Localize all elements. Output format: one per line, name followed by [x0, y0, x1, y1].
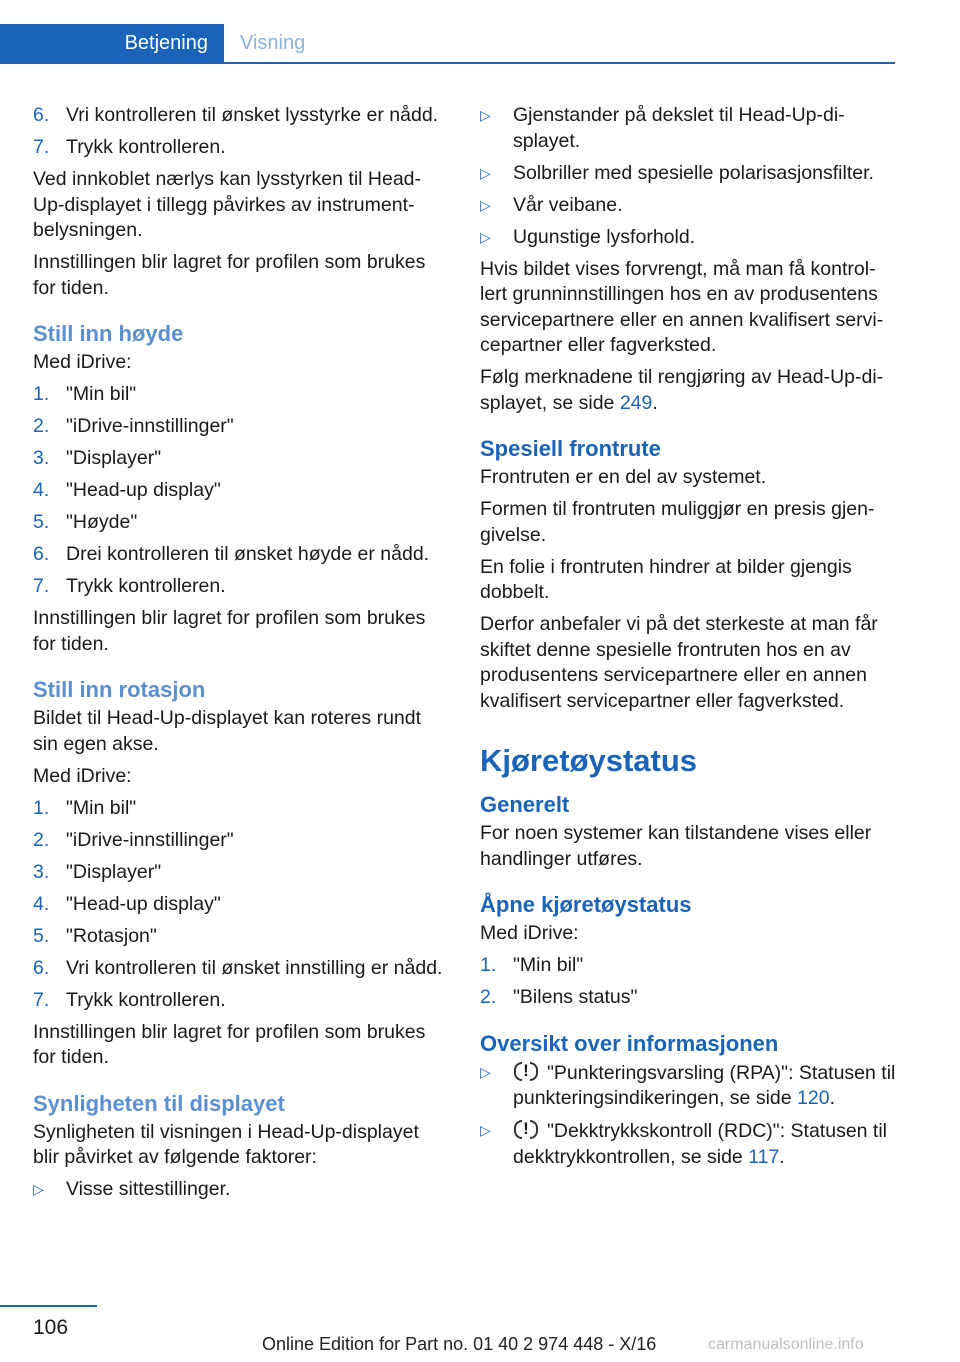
left-column — [33, 103, 449, 1209]
page-link-120[interactable]: 120 — [797, 1087, 830, 1109]
status-steps — [480, 953, 896, 1011]
bullet-triangle-icon: ▷ — [480, 1122, 491, 1138]
list-item: 2. "Bilens status" — [480, 986, 638, 1008]
section-heading-open-status: Åpne kjøretøystatus — [480, 892, 692, 917]
footer-rule — [0, 1305, 97, 1307]
list-item: 5. "Rotasjon" — [33, 924, 157, 947]
bullet-triangle-icon: ▷ — [480, 164, 491, 181]
list-item: 2. "iDrive-innstillinger" — [33, 828, 234, 851]
list-item: 6. Drei kontrolleren til ønsket høyde er nådd. — [33, 543, 430, 565]
page-link-117[interactable]: 117 — [748, 1145, 780, 1168]
paragraph: Følg merknadene til rengjøring av Head-Up-displayet, se side 249. — [480, 366, 884, 414]
list-item: 7. Trykk kontrolleren. — [33, 136, 226, 158]
section-heading-general: Generelt — [480, 792, 570, 817]
paragraph: Synligheten til visningen i Head-Up-displayet blir påvirket av følgende faktorer: — [33, 1120, 419, 1168]
list-item: ▷ Vår veibane. — [480, 193, 896, 219]
list-item: 3. "Displayer" — [33, 860, 162, 883]
header-tabbar — [0, 24, 895, 64]
list-item: 7. Trykk kontrolleren. — [33, 988, 226, 1011]
section-heading-height: Still inn høyde — [33, 321, 184, 346]
bullet-triangle-icon: ▷ — [480, 107, 491, 123]
visibility-factors-continued — [480, 103, 896, 250]
list-item: 1. "Min bil" — [33, 383, 137, 405]
bullet-triangle-icon: ▷ — [480, 228, 491, 245]
list-item: 1. "Min bil" — [33, 796, 137, 819]
paragraph: Innstillingen blir lagret for profilen som brukes for tiden. — [33, 607, 426, 655]
paragraph: Formen til frontruten muliggjør en presis gjengivelse. — [480, 498, 875, 546]
rotation-steps — [33, 796, 449, 1014]
list-item: 6. Vri kontrolleren til ønsket lysstyrke er nådd. — [33, 104, 439, 126]
paragraph: Med iDrive: — [33, 351, 132, 373]
visibility-factors — [33, 1177, 449, 1203]
watermark: carmanualsonline.info — [708, 1336, 864, 1353]
edition-note: Online Edition for Part no. 01 40 2 974 448 - X/16 — [262, 1334, 657, 1354]
tab-betjening[interactable]: Betjening — [0, 24, 224, 62]
list-item: 6. Vri kontrolleren til ønsket innstilling er nådd. — [33, 956, 443, 979]
list-item: 1. "Min bil" — [480, 954, 584, 976]
paragraph: Frontruten er en del av systemet. — [480, 466, 767, 488]
list-item: 2. "iDrive-innstillinger" — [33, 415, 234, 437]
paragraph: En folie i frontruten hindrer at bilder gjengis dobbelt. — [480, 555, 852, 603]
page-link-249[interactable]: 249 — [619, 391, 653, 414]
list-item: ▷ ! "Dekktrykkskontroll (RDC)": Statusen til dekktrykkontrollen, se side 117. — [480, 1118, 896, 1170]
paragraph: For noen systemer kan tilstandene vises eller handlinger utføres. — [480, 822, 872, 870]
chapter-heading-vehicle-status: Kjøretøystatus — [480, 743, 698, 778]
list-item: ▷ Visse sittestillinger. — [33, 1177, 449, 1203]
tire-warning-icon: ! — [513, 1118, 539, 1140]
section-heading-windshield: Spesiell frontrute — [480, 436, 661, 461]
height-steps — [33, 382, 449, 600]
section-heading-overview: Oversikt over informasjonen — [480, 1030, 779, 1056]
tab-visning[interactable]: Visning — [240, 32, 306, 54]
section-heading-rotation: Still inn rotasjon — [33, 677, 206, 702]
page-number: 106 — [33, 1316, 69, 1339]
list-item: 7. Trykk kontrolleren. — [33, 575, 226, 597]
section-heading-visibility: Synligheten til displayet — [33, 1090, 285, 1116]
list-item: ▷ ! "Punkteringsvarsling (RPA)": Statusen til punkteringsindikeringen, se side 120. — [480, 1060, 896, 1112]
list-item: ▷ Solbriller med spesielle polarisasjonsfilter. — [480, 161, 896, 187]
list-item: 3. "Displayer" — [33, 447, 162, 469]
right-column — [480, 103, 896, 1177]
brightness-steps — [33, 103, 449, 161]
tire-warning-icon: ! — [513, 1060, 539, 1082]
overview-list — [480, 1060, 896, 1171]
list-item: 4. "Head-up display" — [33, 479, 221, 501]
bullet-triangle-icon: ▷ — [480, 196, 491, 213]
list-item: 4. "Head-up display" — [33, 892, 221, 915]
paragraph: Med iDrive: — [480, 922, 579, 944]
paragraph: Hvis bildet vises forvrengt, må man få kontrollert grunninnstillingen hos en av produsentens servicepartnere eller en annen kvalifisert servicepartner eller fagverksted. — [480, 257, 884, 356]
bullet-triangle-icon: ▷ — [480, 1063, 491, 1080]
paragraph: Innstillingen blir lagret for profilen som brukes for tiden. — [33, 251, 426, 299]
paragraph: Bildet til Head-Up-displayet kan roteres rundt sin egen akse. — [33, 707, 422, 755]
paragraph: Med iDrive: — [33, 764, 132, 787]
list-item: ▷ Ugunstige lysforhold. — [480, 225, 896, 251]
paragraph: Ved innkoblet nærlys kan lysstyrken til Head-Up-displayet i tillegg påvirkes av instrumentbelysningen. — [33, 168, 422, 241]
bullet-triangle-icon: ▷ — [33, 1181, 44, 1197]
paragraph: Derfor anbefaler vi på det sterkeste at man får skiftet denne spesielle frontruten hos en av produsentens servicepartnere eller en annen kvalifisert servicepartner eller fagverksted. — [480, 613, 878, 712]
list-item: ▷ Gjenstander på dekslet til Head-Up-displayet. — [480, 103, 896, 154]
paragraph: Innstillingen blir lagret for profilen som brukes for tiden. — [33, 1020, 426, 1068]
list-item: 5. "Høyde" — [33, 511, 138, 533]
